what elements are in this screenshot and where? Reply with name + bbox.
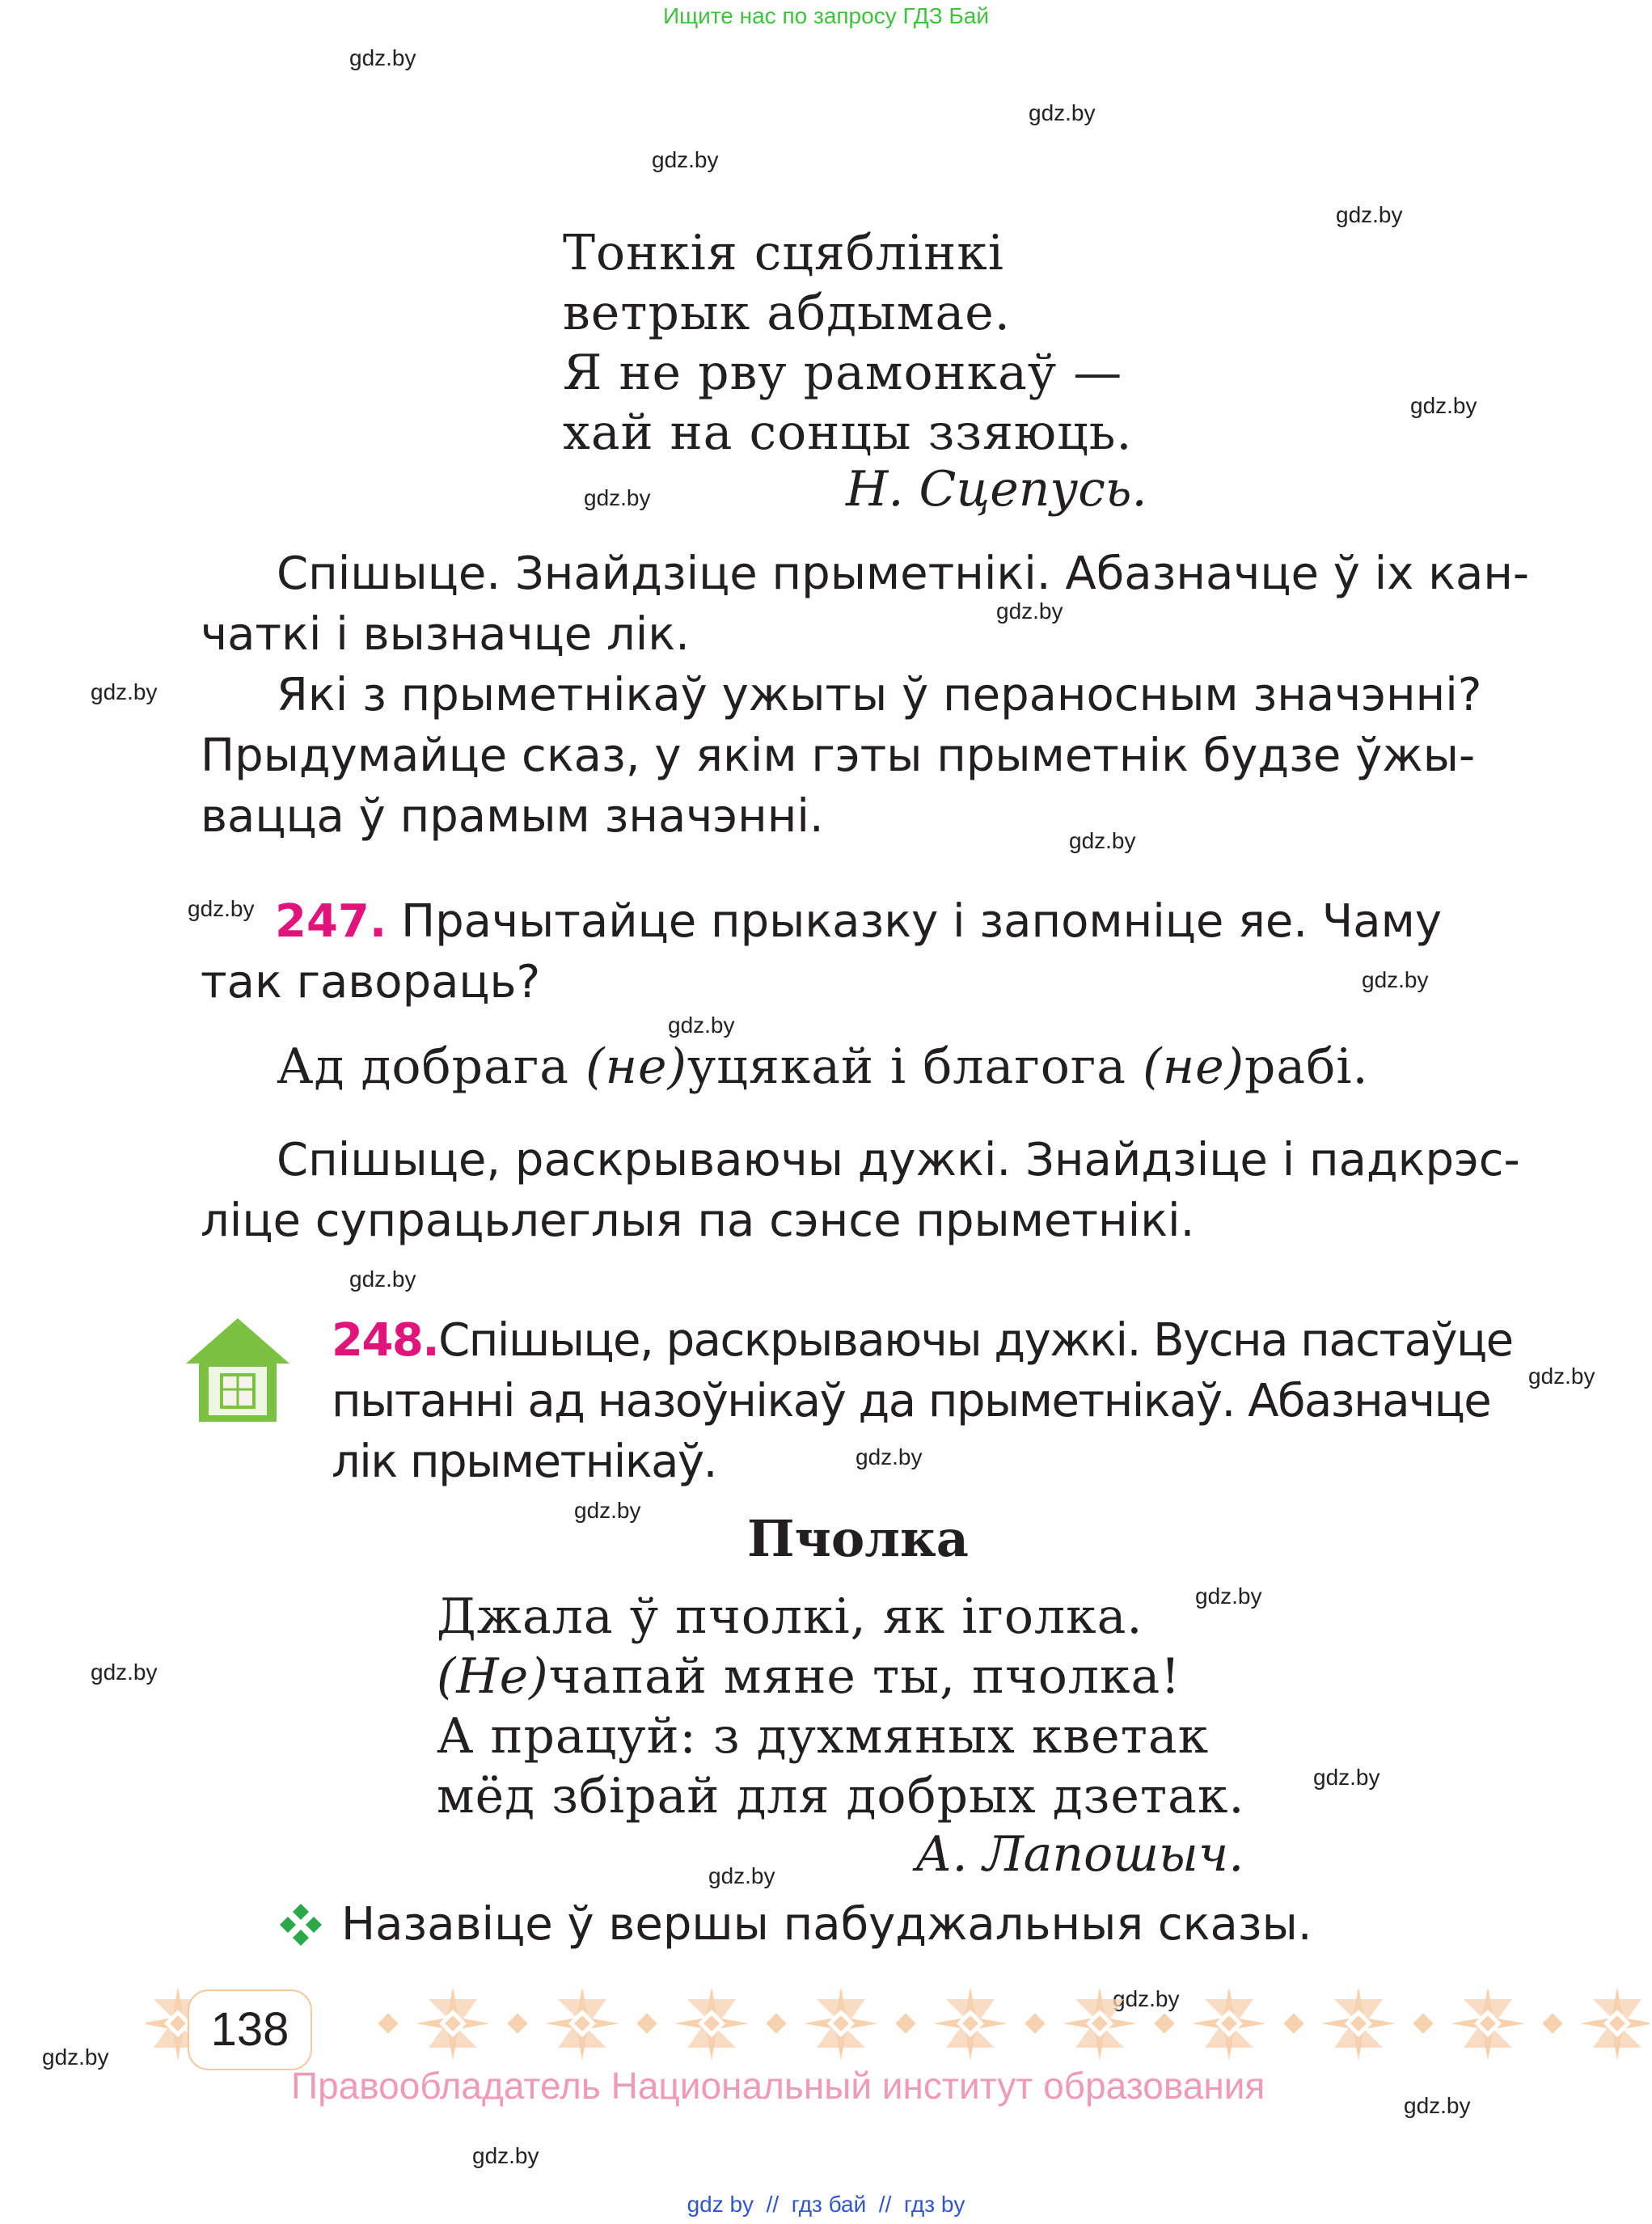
task-line: ліце супрацьлеглыя па сэнсе прыметнікі.: [201, 1194, 1195, 1247]
exercise-text: пытанні ад назоўнікаў да прыметнікаў. Абазначце: [332, 1375, 1491, 1427]
poem-line: Джала ў пчолкі, як іголка.: [437, 1588, 1143, 1645]
watermark: gdz.by: [1362, 967, 1429, 992]
watermark: gdz.by: [349, 1266, 416, 1292]
task-line: Прыдумайце сказ, у якім гэты прыметнік будзе ўжы-: [201, 729, 1476, 782]
task-line: Спішыце, раскрываючы дужкі. Знайдзіце і падкрэс-: [277, 1134, 1520, 1186]
exercise-247-heading: [275, 891, 1442, 952]
proverb: Ад добрага (не)уцякай і благога (не)рабі.: [277, 1038, 1369, 1095]
poem-line: мёд збірай для добрых дзетак.: [437, 1768, 1245, 1824]
task-line: Які з прыметнікаў ужыты ў пераносным значэнні?: [277, 669, 1482, 721]
poem-line: Я не рву рамонкаў —: [563, 345, 1123, 401]
exercise-text: лік прыметнікаў.: [332, 1435, 716, 1488]
task-line: Спішыце. Знайдзіце прыметнікі. Абазначце ў іх кан-: [277, 548, 1530, 600]
poem-line: Тонкія сцяблінкі: [563, 225, 1004, 281]
watermark: gdz.by: [91, 679, 158, 704]
search-banner: Ищите нас по запросу ГДЗ Бай: [662, 3, 990, 28]
task-line: чаткі і вызначце лік.: [201, 608, 690, 661]
poem-line: (Не)чапай мяне ты, пчолка!: [437, 1648, 1181, 1705]
watermark: gdz.by: [996, 598, 1063, 624]
watermark: gdz.by: [1029, 100, 1096, 125]
poem-line: А працуй: з духмяных кветак: [437, 1708, 1210, 1765]
watermark: gdz.by: [1113, 1986, 1180, 2011]
diamond-cluster-icon: [278, 1902, 323, 1947]
page-number: 138: [188, 1989, 312, 2070]
watermark: gdz.by: [1404, 2093, 1471, 2118]
watermark: gdz.by: [1195, 1583, 1262, 1609]
extra-task-text: Назавіце ў вершы пабуджальныя сказы.: [341, 1898, 1312, 1951]
poem-line: ветрык абдымае.: [563, 285, 1011, 341]
task-line: вацца ў прамым значэнні.: [201, 790, 824, 843]
watermark: gdz.by: [472, 2143, 539, 2168]
poem-author: А. Лапошыч.: [915, 1826, 1244, 1883]
watermark: gdz.by: [652, 147, 719, 172]
exercise-text: так гавораць?: [201, 956, 541, 1008]
house-icon: [181, 1313, 294, 1428]
watermark: gdz.by: [708, 1863, 775, 1888]
exercise-number: 248.: [332, 1314, 439, 1367]
poem-line: хай на сонцы ззяюць.: [563, 404, 1133, 461]
watermark: gdz.by: [1069, 828, 1136, 853]
copyright-notice: Правообладатель Национальный институт образования: [291, 2065, 1265, 2107]
ornament-band: [146, 1980, 1650, 2067]
exercise-text: Прачытайце прыказку і запомніце яе. Чаму: [400, 895, 1442, 948]
watermark: gdz.by: [1528, 1364, 1595, 1389]
exercise-text: Спішыце, раскрываючы дужкі. Вусна пастаўце: [438, 1314, 1513, 1367]
watermark: gdz.by: [1313, 1765, 1380, 1790]
poem-title: Пчолка: [747, 1509, 969, 1568]
watermark: gdz.by: [1336, 202, 1403, 227]
watermark: gdz.by: [574, 1498, 641, 1523]
watermark: gdz.by: [1410, 393, 1477, 418]
watermark: gdz.by: [42, 2044, 109, 2070]
exercise-number: 247.: [275, 895, 387, 948]
exercise-248-heading: [332, 1310, 1513, 1371]
watermark: gdz.by: [584, 485, 651, 510]
watermark: gdz.by: [349, 45, 416, 70]
watermark: gdz.by: [91, 1660, 158, 1685]
watermark: gdz.by: [188, 896, 255, 921]
footer-links: gdz by // гдз бай // гдз by: [687, 2192, 965, 2217]
poem-author: Н. Сцепусь.: [846, 461, 1147, 518]
watermark: gdz.by: [668, 1013, 735, 1038]
watermark: gdz.by: [856, 1444, 923, 1469]
